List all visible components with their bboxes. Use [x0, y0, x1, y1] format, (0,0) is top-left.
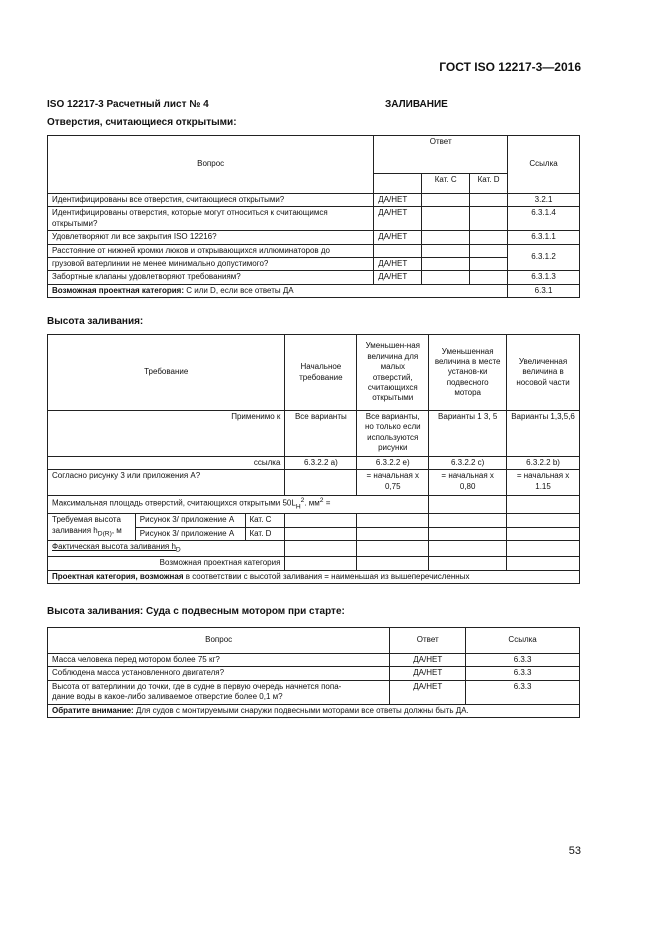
table-row: Высота от ватерлинии до точки, где в судне в первую очередь начнется попа- дание воды в какое-либо заливаемое отверстие более 0,1 м? ДА/НЕТ 6.3.3 [48, 680, 580, 704]
col-reference: Ссылка [508, 136, 580, 194]
table-row: грузовой ватерлинии не менее минимально допустимого? ДА/НЕТ [48, 257, 580, 270]
col-cat-c: Кат. С [422, 174, 470, 194]
col-requirement: Требование [48, 335, 285, 411]
table-row: Забортные клапаны удовлетворяют требованиям? ДА/НЕТ 6.3.1.3 [48, 271, 580, 284]
col-cat-d: Кат. D [470, 174, 508, 194]
col-increased-bow: Увеличенная величина в носовой части [507, 335, 580, 411]
table-row: Масса человека перед мотором более 75 кг? ДА/НЕТ 6.3.3 [48, 654, 580, 667]
required-height-label: Требуемая высота заливания $h_{D(R)}$, м [48, 514, 136, 541]
table-row: Соблюдена масса установленного двигателя? ДА/НЕТ 6.3.3 [48, 667, 580, 680]
col-question: Вопрос [48, 136, 374, 194]
table-row: Удовлетворяют ли все закрытия ISO 12216? ДА/НЕТ 6.3.1.1 [48, 231, 580, 244]
flood-height-table: Требование Начальное требование Уменьшен-ная величина для малых отверстий, считающихся открытыми Уменьшенная величина в месте установ-ки подвесного мотора Увеличенная величина в носовой части Применимо к Все варианты Все варианты, но только если используются рисунки Варианты 1 3, 5 Варианты 1,3,5,6 ссылка 6.3.2.2 а) 6.3.2.2 е) 6.3.2.2 с) 6.3.2.2 b) Согласно рисунку 3 или приложения А? = начальная х 0,75 = начальная х 0,80 = начальная х 1.15 Максимальная площадь отверстий, считающихся открытыми $50L_H^2$. $мм^2$ = Требуемая высота заливания $h_{D(R)}$, м Рисунок 3/ приложение А Кат. С Рисунок 3/ приложение А Кат. D Фактическая высота заливания $h_D$ Возможная проектная категория Проектная категория, возможная в соответствии с высотой заливания = наименьшая из вышеперечисленных [47, 334, 580, 584]
section-outboard-title: Высота заливания: Суда с подвесным мотором при старте: [47, 606, 345, 617]
sheet-topic: ЗАЛИВАНИЕ [385, 99, 448, 110]
table-row: Идентифицированы все отверстия, считающиеся открытыми? ДА/НЕТ 3.2.1 [48, 194, 580, 207]
section-flood-height-title: Высота заливания: [47, 316, 144, 327]
col-reduced-motor: Уменьшенная величина в месте установ-ки подвесного мотора [429, 335, 507, 411]
outboard-table: Вопрос Ответ Ссылка Масса человека перед мотором более 75 кг? ДА/НЕТ 6.3.3 Соблюдена масса установленного двигателя? ДА/НЕТ 6.3.3 Высота от ватерлинии до точки, где в судне в первую очередь начнется попа- дание воды в какое-либо заливаемое отверстие более 0,1 м? ДА/НЕТ 6.3.3 Обратите внимание: Для судов с монтируемыми снаружи подвесными моторами все ответы должны быть ДА. [47, 627, 580, 718]
standard-header: ГОСТ ISO 12217-3—2016 [439, 60, 581, 74]
col-reduced-small: Уменьшен-ная величина для малых отверстий, считающихся открытыми [357, 335, 429, 411]
sheet-title: ISO 12217-3 Расчетный лист № 4 [47, 99, 209, 110]
table-row: Возможная проектная категория: С или D, если все ответы ДА 6.3.1 [48, 284, 580, 297]
col-answer: Ответ [374, 136, 508, 174]
table-row: Идентифицированы отверстия, которые могут относиться к считающимся открытыми? ДА/НЕТ 6.3.1.4 [48, 207, 580, 231]
actual-height-label: Фактическая высота заливания $h_D$ [48, 541, 285, 557]
openings-table [47, 135, 580, 298]
section-openings-title: Отверстия, считающиеся открытыми: [47, 117, 237, 128]
table-row: Расстояние от нижней кромки люков и открывающихся иллюминаторов до 6.3.1.2 [48, 244, 580, 257]
max-area-row: Максимальная площадь отверстий, считающихся открытыми $50L_H^2$. $мм^2$ = [48, 496, 429, 514]
col-initial: Начальное требование [285, 335, 357, 411]
page-number: 53 [568, 845, 581, 857]
